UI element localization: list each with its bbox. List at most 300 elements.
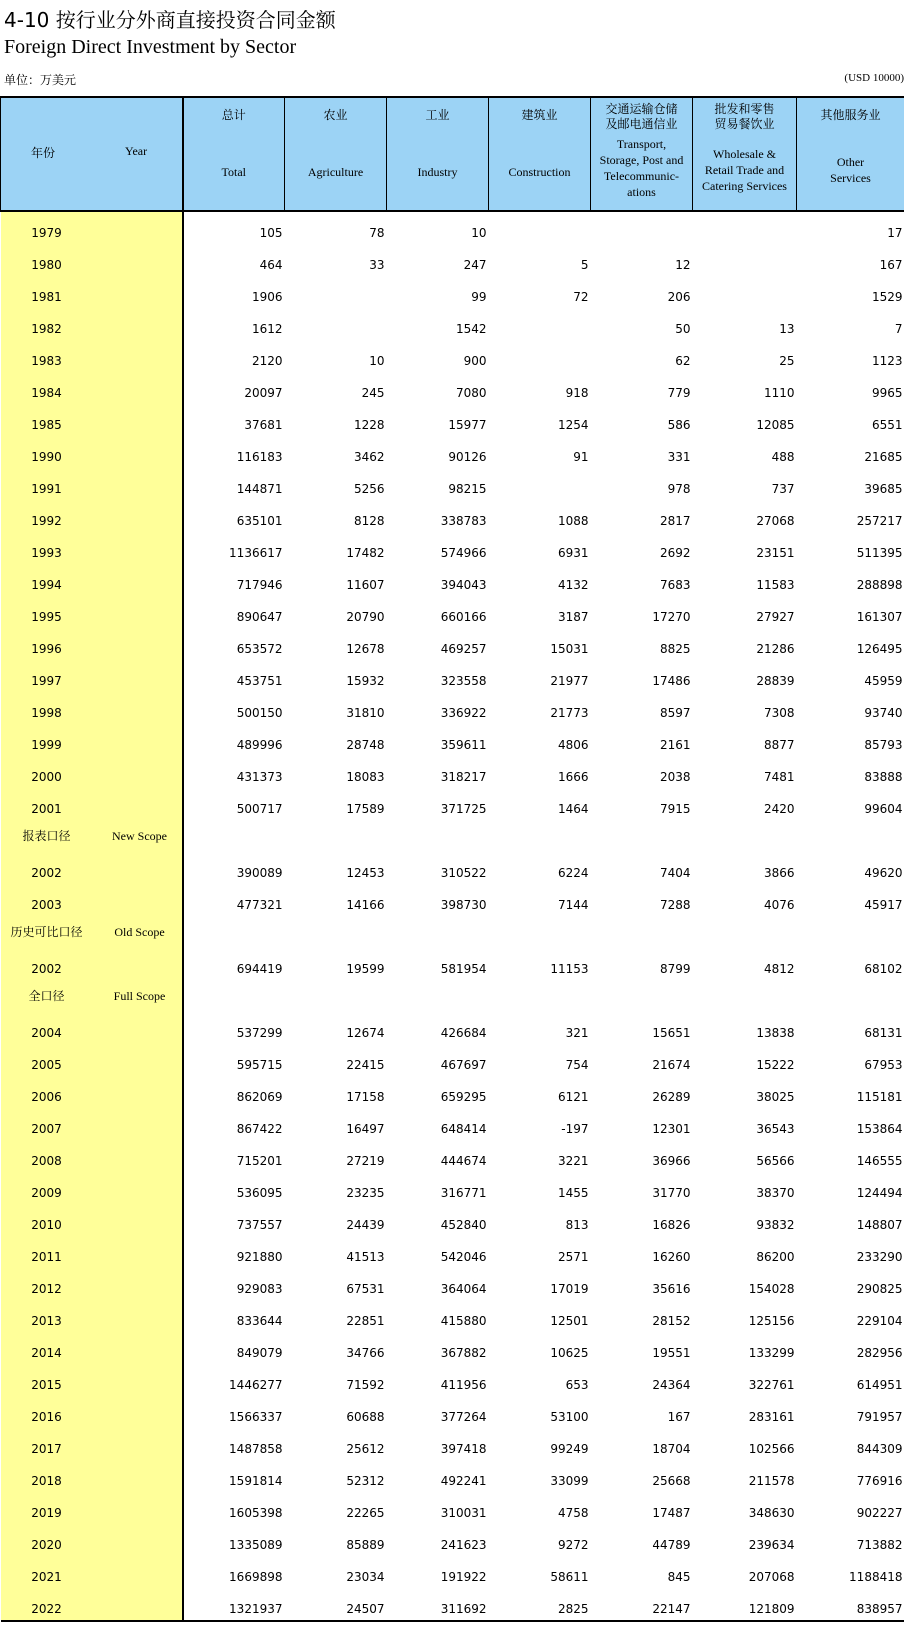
value-cell-construction <box>489 1364 591 1396</box>
table-header-row <box>1 97 904 211</box>
value-text: 542046 <box>440 1250 487 1264</box>
year-cell <box>1 756 183 788</box>
value-text: 12501 <box>550 1314 589 1328</box>
value-text: 36543 <box>756 1122 795 1136</box>
value-cell-transport <box>591 1492 693 1524</box>
year-label: 1984 <box>31 386 62 400</box>
value-text: 72 <box>573 290 589 304</box>
value-text: 1464 <box>557 802 589 816</box>
scope-cell <box>1 916 183 948</box>
year-label: 2002 <box>31 866 62 880</box>
value-text: 23235 <box>346 1186 385 1200</box>
value-cell-agriculture <box>285 1428 387 1460</box>
value-text: 316771 <box>440 1186 487 1200</box>
value-text: 22851 <box>346 1314 385 1328</box>
year-cell <box>1 1300 183 1332</box>
value-text: 67531 <box>346 1282 385 1296</box>
value-cell-industry <box>387 1428 489 1460</box>
value-cell-industry <box>387 564 489 596</box>
value-cell-transport <box>591 1460 693 1492</box>
value-text: 390089 <box>236 866 283 880</box>
value-text: 659295 <box>440 1090 487 1104</box>
value-cell-other-services <box>797 276 904 308</box>
table-row <box>1 308 904 340</box>
value-text: 12085 <box>756 418 795 432</box>
value-cell-industry <box>387 1172 489 1204</box>
value-cell-other-services <box>797 884 904 916</box>
value-text: 3462 <box>353 450 385 464</box>
value-cell-wholesale <box>693 948 797 980</box>
table-row <box>1 436 904 468</box>
value-cell-total <box>183 404 285 436</box>
value-text: 20097 <box>244 386 283 400</box>
value-cell-industry <box>387 276 489 308</box>
value-cell-construction <box>489 1460 591 1492</box>
header-wholesale-en-line3: Catering Services <box>702 179 787 193</box>
value-cell-construction <box>489 1268 591 1300</box>
table-row <box>1 756 904 788</box>
value-text: 19599 <box>346 962 385 976</box>
year-label: 2013 <box>31 1314 62 1328</box>
value-cell-wholesale <box>693 1492 797 1524</box>
value-cell-wholesale <box>693 660 797 692</box>
value-text: 7404 <box>659 866 691 880</box>
year-label: 1981 <box>31 290 62 304</box>
year-cell <box>1 340 183 372</box>
year-cell <box>1 1076 183 1108</box>
year-cell <box>1 372 183 404</box>
value-cell-transport <box>591 1364 693 1396</box>
year-label: 2004 <box>31 1026 62 1040</box>
year-cell <box>1 1044 183 1076</box>
value-cell-total <box>183 852 285 884</box>
value-text: 124494 <box>856 1186 903 1200</box>
value-text: 17158 <box>346 1090 385 1104</box>
table-row <box>1 244 904 276</box>
value-text: 310522 <box>440 866 487 880</box>
value-cell-transport <box>591 1332 693 1364</box>
value-text: 34766 <box>346 1346 385 1360</box>
value-text: 18083 <box>346 770 385 784</box>
value-text: 19551 <box>652 1346 691 1360</box>
value-cell-industry <box>387 724 489 756</box>
value-cell-construction <box>489 1044 591 1076</box>
year-label: 1983 <box>31 354 62 368</box>
value-cell-construction <box>489 1588 591 1621</box>
value-text: 121809 <box>748 1602 795 1616</box>
year-label: 1982 <box>31 322 62 336</box>
value-cell-construction <box>489 1556 591 1588</box>
value-text: 737557 <box>236 1218 283 1232</box>
value-cell-other-services <box>797 1172 904 1204</box>
header-construction <box>489 97 591 211</box>
value-text: 8877 <box>763 738 795 752</box>
value-text: 102566 <box>748 1442 795 1456</box>
value-cell-construction <box>489 468 591 500</box>
value-text: 492241 <box>440 1474 487 1488</box>
value-text: 7288 <box>659 898 691 912</box>
page-title-cn: 4-10 按行业分外商直接投资合同金额 <box>4 8 336 32</box>
empty-cell <box>693 820 797 852</box>
value-cell-agriculture <box>285 1396 387 1428</box>
value-text: 12 <box>675 258 691 272</box>
table-row <box>1 596 904 628</box>
value-cell-other-services <box>797 1236 904 1268</box>
value-cell-other-services <box>797 404 904 436</box>
value-text: 239634 <box>748 1538 795 1552</box>
value-text: 16260 <box>652 1250 691 1264</box>
value-cell-agriculture <box>285 596 387 628</box>
value-text: 929083 <box>236 1282 283 1296</box>
value-text: 1110 <box>763 386 795 400</box>
year-label: 2019 <box>31 1506 62 1520</box>
header-year-cn: 年份 <box>31 146 56 160</box>
year-label: 2005 <box>31 1058 62 1072</box>
value-cell-wholesale <box>693 1140 797 1172</box>
value-text: 38370 <box>756 1186 795 1200</box>
value-cell-wholesale <box>693 1268 797 1300</box>
value-cell-industry <box>387 1140 489 1172</box>
value-cell-total <box>183 276 285 308</box>
year-cell <box>1 1524 183 1556</box>
value-cell-agriculture <box>285 692 387 724</box>
value-text: 581954 <box>440 962 487 976</box>
value-cell-transport <box>591 948 693 980</box>
value-text: 7481 <box>763 770 795 784</box>
value-text: 9272 <box>557 1538 589 1552</box>
empty-cell <box>797 820 904 852</box>
value-cell-transport <box>591 1396 693 1428</box>
value-text: 1529 <box>871 290 903 304</box>
value-text: 58611 <box>550 1570 589 1584</box>
value-cell-industry <box>387 1236 489 1268</box>
value-text: 33099 <box>550 1474 589 1488</box>
year-cell <box>1 596 183 628</box>
value-cell-other-services <box>797 788 904 820</box>
value-cell-transport <box>591 1428 693 1460</box>
value-text: 17589 <box>346 802 385 816</box>
year-cell <box>1 1108 183 1140</box>
empty-cell <box>285 916 387 948</box>
table-row <box>1 1332 904 1364</box>
value-cell-construction <box>489 1204 591 1236</box>
value-text: 653 <box>565 1378 589 1392</box>
header-year-en: Year <box>125 144 148 158</box>
value-cell-industry <box>387 1524 489 1556</box>
value-cell-industry <box>387 884 489 916</box>
value-text: 9965 <box>871 386 903 400</box>
value-text: 467697 <box>440 1058 487 1072</box>
value-text: 500150 <box>236 706 283 720</box>
value-text: 754 <box>565 1058 589 1072</box>
year-label: 2002 <box>31 962 62 976</box>
year-label: 2021 <box>31 1570 62 1584</box>
value-text: 2817 <box>659 514 691 528</box>
value-text: 21773 <box>550 706 589 720</box>
year-label: 1996 <box>31 642 62 656</box>
header-wholesale-cn-line2: 贸易餐饮业 <box>714 117 775 131</box>
year-cell <box>1 1172 183 1204</box>
value-text: 91 <box>573 450 589 464</box>
header-transport-en-line4: ations <box>627 185 656 199</box>
value-text: 12674 <box>346 1026 385 1040</box>
value-cell-agriculture <box>285 660 387 692</box>
value-cell-transport <box>591 1108 693 1140</box>
value-cell-construction <box>489 276 591 308</box>
value-cell-agriculture <box>285 756 387 788</box>
value-cell-transport <box>591 852 693 884</box>
year-cell <box>1 1332 183 1364</box>
value-cell-wholesale <box>693 1012 797 1044</box>
value-text: 713882 <box>856 1538 903 1552</box>
value-text: 377264 <box>440 1410 487 1424</box>
value-text: 27219 <box>346 1154 385 1168</box>
value-text: 116183 <box>236 450 283 464</box>
table-row <box>1 340 904 372</box>
value-text: 444674 <box>440 1154 487 1168</box>
value-cell-transport <box>591 468 693 500</box>
value-cell-wholesale <box>693 1236 797 1268</box>
value-text: 16826 <box>652 1218 691 1232</box>
header-year <box>1 97 183 211</box>
value-text: 1188418 <box>849 1570 903 1584</box>
empty-cell <box>387 980 489 1012</box>
value-cell-total <box>183 1268 285 1300</box>
header-total-cn: 总计 <box>221 108 246 122</box>
value-text: 16497 <box>346 1122 385 1136</box>
empty-cell <box>285 980 387 1012</box>
value-cell-total <box>183 1172 285 1204</box>
value-text: 537299 <box>236 1026 283 1040</box>
value-cell-construction <box>489 1076 591 1108</box>
value-text: 900 <box>463 354 487 368</box>
year-label: 1998 <box>31 706 62 720</box>
value-text: 8597 <box>659 706 691 720</box>
value-cell-construction <box>489 1140 591 1172</box>
value-text: 2420 <box>763 802 795 816</box>
value-text: 1136617 <box>229 546 283 560</box>
value-cell-transport <box>591 436 693 468</box>
unit-label-en: (USD 10000) <box>844 72 904 84</box>
year-cell <box>1 628 183 660</box>
value-cell-wholesale <box>693 1204 797 1236</box>
value-text: 12301 <box>652 1122 691 1136</box>
value-text: 921880 <box>236 1250 283 1264</box>
header-wholesale-en-line2: Retail Trade and <box>704 163 785 177</box>
value-cell-construction <box>489 1172 591 1204</box>
table-row <box>1 468 904 500</box>
value-cell-transport <box>591 1012 693 1044</box>
value-cell-agriculture <box>285 1556 387 1588</box>
value-cell-other-services <box>797 1076 904 1108</box>
value-cell-other-services <box>797 692 904 724</box>
value-cell-other-services <box>797 1108 904 1140</box>
value-text: 35616 <box>652 1282 691 1296</box>
value-cell-construction <box>489 564 591 596</box>
empty-cell <box>285 820 387 852</box>
value-cell-transport <box>591 1268 693 1300</box>
value-text: 1906 <box>251 290 283 304</box>
value-cell-total <box>183 596 285 628</box>
value-cell-industry <box>387 1332 489 1364</box>
value-text: 6931 <box>557 546 589 560</box>
value-cell-agriculture <box>285 340 387 372</box>
value-cell-other-services <box>797 1012 904 1044</box>
scope-label-cn: 报表口径 <box>22 829 71 843</box>
year-label: 2011 <box>31 1250 62 1264</box>
year-cell <box>1 884 183 916</box>
value-cell-wholesale <box>693 852 797 884</box>
value-text: 15651 <box>652 1026 691 1040</box>
value-cell-other-services <box>797 532 904 564</box>
header-agriculture-cn: 农业 <box>323 108 348 122</box>
table-row <box>1 628 904 660</box>
value-cell-total <box>183 692 285 724</box>
value-text: 3221 <box>557 1154 589 1168</box>
value-cell-transport <box>591 244 693 276</box>
value-text: 367882 <box>440 1346 487 1360</box>
scope-label-en: Full Scope <box>113 989 166 1003</box>
value-text: 1566337 <box>229 1410 283 1424</box>
value-text: 331 <box>667 450 691 464</box>
header-industry-cn: 工业 <box>425 108 450 122</box>
value-cell-transport <box>591 308 693 340</box>
value-text: 207068 <box>748 1570 795 1584</box>
year-label: 2010 <box>31 1218 62 1232</box>
value-cell-transport <box>591 1044 693 1076</box>
value-text: 15031 <box>550 642 589 656</box>
header-wholesale-en-line1: Wholesale & <box>713 147 776 161</box>
value-cell-transport <box>591 692 693 724</box>
value-text: 67953 <box>864 1058 903 1072</box>
value-text: 17482 <box>346 546 385 560</box>
value-cell-construction <box>489 244 591 276</box>
value-cell-agriculture <box>285 1044 387 1076</box>
value-cell-agriculture <box>285 1524 387 1556</box>
value-text: 33 <box>369 258 385 272</box>
value-cell-total <box>183 1140 285 1172</box>
value-text: 660166 <box>440 610 487 624</box>
value-cell-total <box>183 948 285 980</box>
value-text: 53100 <box>550 1410 589 1424</box>
value-cell-construction <box>489 372 591 404</box>
value-cell-other-services <box>797 1524 904 1556</box>
value-text: 398730 <box>440 898 487 912</box>
value-text: 359611 <box>440 738 487 752</box>
year-cell <box>1 532 183 564</box>
value-text: 22265 <box>346 1506 385 1520</box>
value-text: 311692 <box>440 1602 487 1616</box>
value-text: 3187 <box>557 610 589 624</box>
value-cell-wholesale <box>693 468 797 500</box>
value-cell-industry <box>387 788 489 820</box>
header-total <box>183 97 285 211</box>
year-label: 1997 <box>31 674 62 688</box>
value-cell-industry <box>387 1396 489 1428</box>
year-label: 1979 <box>31 226 62 240</box>
value-cell-construction <box>489 948 591 980</box>
value-text: 2571 <box>557 1250 589 1264</box>
value-cell-total <box>183 1332 285 1364</box>
value-text: 11607 <box>346 578 385 592</box>
value-text: 791957 <box>856 1410 903 1424</box>
value-text: 20790 <box>346 610 385 624</box>
value-cell-construction <box>489 404 591 436</box>
value-text: 348630 <box>748 1506 795 1520</box>
value-cell-wholesale <box>693 308 797 340</box>
value-cell-transport <box>591 1300 693 1332</box>
value-text: 17270 <box>652 610 691 624</box>
table-row <box>1 1140 904 1172</box>
value-text: 978 <box>667 482 691 496</box>
value-text: 27927 <box>756 610 795 624</box>
empty-cell <box>591 820 693 852</box>
header-transport-cn-line2: 及邮电通信业 <box>605 117 678 131</box>
value-cell-transport <box>591 372 693 404</box>
value-text: 28839 <box>756 674 795 688</box>
value-cell-agriculture <box>285 1076 387 1108</box>
value-text: 126495 <box>856 642 903 656</box>
year-cell <box>1 244 183 276</box>
year-label: 2014 <box>31 1346 62 1360</box>
empty-cell <box>183 916 285 948</box>
value-text: 469257 <box>440 642 487 656</box>
value-text: 431373 <box>236 770 283 784</box>
value-text: 833644 <box>236 1314 283 1328</box>
scope-row <box>1 916 904 948</box>
value-cell-total <box>183 1204 285 1236</box>
value-cell-agriculture <box>285 1300 387 1332</box>
value-cell-agriculture <box>285 1108 387 1140</box>
value-cell-total <box>183 1588 285 1621</box>
empty-cell <box>591 916 693 948</box>
value-cell-industry <box>387 404 489 436</box>
value-text: 41513 <box>346 1250 385 1264</box>
value-text: 6551 <box>871 418 903 432</box>
value-cell-wholesale <box>693 244 797 276</box>
value-text: 99604 <box>864 802 903 816</box>
value-cell-other-services <box>797 308 904 340</box>
empty-cell <box>591 980 693 1012</box>
value-text: 125156 <box>748 1314 795 1328</box>
value-text: 1666 <box>557 770 589 784</box>
value-cell-wholesale <box>693 436 797 468</box>
value-text: 862069 <box>236 1090 283 1104</box>
value-cell-agriculture <box>285 948 387 980</box>
value-cell-other-services <box>797 1044 904 1076</box>
value-text: 1228 <box>353 418 385 432</box>
value-cell-construction <box>489 340 591 372</box>
value-cell-transport <box>591 1236 693 1268</box>
value-cell-construction <box>489 756 591 788</box>
value-cell-construction <box>489 1108 591 1140</box>
value-cell-other-services <box>797 564 904 596</box>
year-label: 1995 <box>31 610 62 624</box>
value-cell-transport <box>591 756 693 788</box>
year-cell <box>1 276 183 308</box>
value-text: 8128 <box>353 514 385 528</box>
year-cell <box>1 724 183 756</box>
value-cell-total <box>183 1012 285 1044</box>
value-cell-other-services <box>797 724 904 756</box>
value-text: 1605398 <box>229 1506 283 1520</box>
value-cell-transport <box>591 724 693 756</box>
value-cell-total <box>183 1524 285 1556</box>
value-cell-transport <box>591 596 693 628</box>
value-cell-other-services <box>797 660 904 692</box>
value-cell-wholesale <box>693 500 797 532</box>
value-cell-wholesale <box>693 756 797 788</box>
